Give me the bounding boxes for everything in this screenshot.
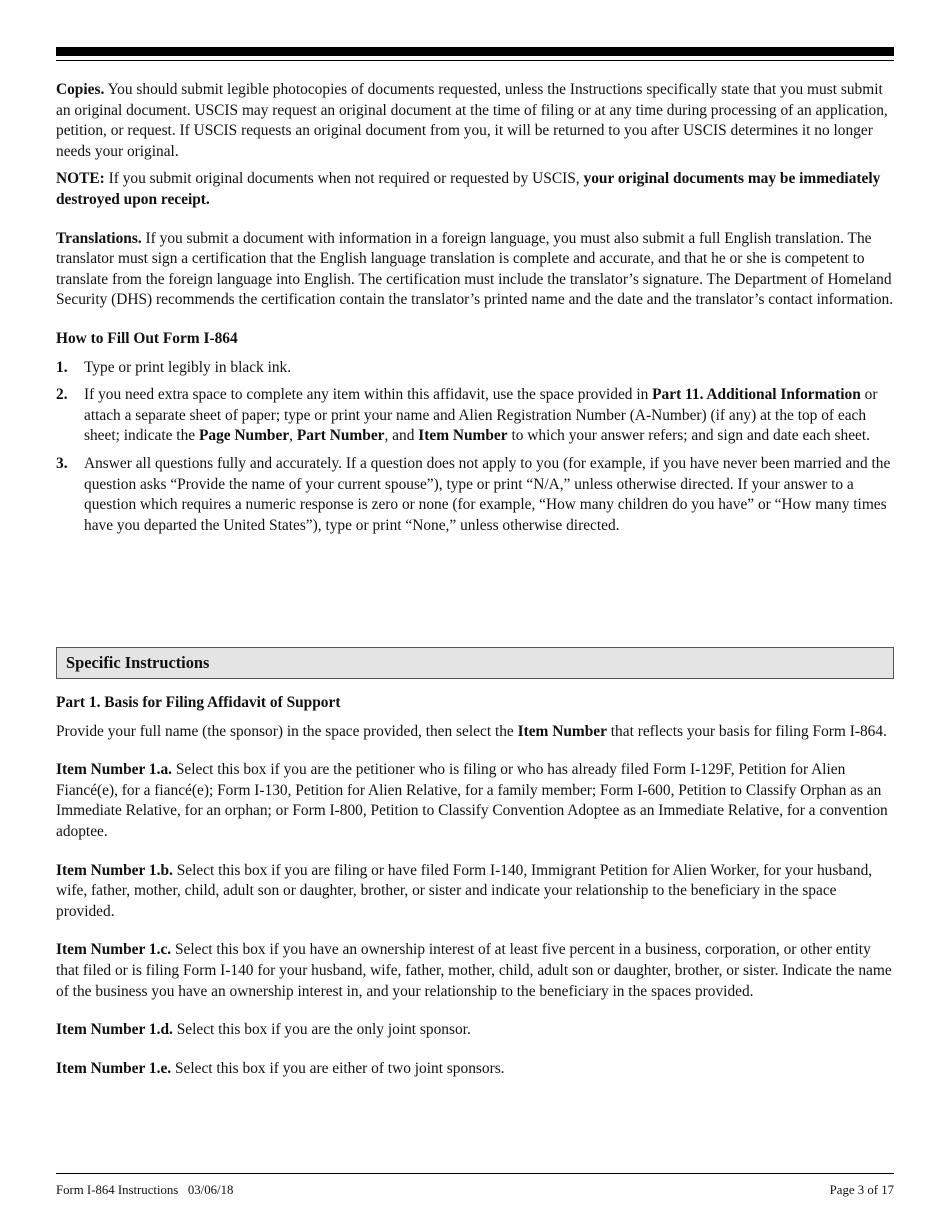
item-text: Select this box if you are the only joint sponsor.	[172, 1021, 471, 1039]
part1-heading: Part 1. Basis for Filing Affidavit of Support	[56, 694, 341, 711]
list-item	[56, 454, 894, 536]
list-item-text: Type or print legibly in black ink.	[84, 358, 292, 376]
item-text: Select this box if you are either of two joint sponsors.	[171, 1059, 505, 1077]
item-number-term: Item Number	[418, 427, 508, 445]
section-title: Specific Instructions	[66, 653, 210, 672]
list-item-text: , and	[384, 427, 419, 445]
list-item-number: 3.	[56, 454, 68, 472]
header-thin-rule	[56, 60, 894, 61]
list-item-text: ,	[289, 427, 297, 445]
translations-title: Translations.	[56, 229, 142, 247]
part-11-reference: Part 11. Additional Information	[652, 386, 861, 404]
item-label: Item Number 1.a.	[56, 761, 172, 779]
item-label: Item Number 1.d.	[56, 1021, 173, 1039]
item-text: Select this box if you are filing or have filed Form I-140, Immigrant Petition for Alien Worker, for your husband, wife, father, mother, child, adult son or daughter, brother, or sister and indicate your relationship to the beneficiary in the space provided.	[56, 861, 873, 920]
how-to-heading: How to Fill Out Form I-864	[56, 329, 238, 347]
note-paragraph	[56, 169, 894, 210]
specific-instructions-banner	[56, 647, 894, 679]
list-item-text: to which your answer refers; and sign and date each sheet.	[507, 427, 870, 445]
item-text: Select this box if you are the petitioner who is filing or who has already filed Form I-129F, Petition for Alien Fiancé(e), for a fiancé(e); Form I-130, Petition for Alien Relative, for a family member; Form I-600, Petition to Classify Orphan as an Immediate Relative, for an orphan; or Form I-800, Petition to Classify Convention Adoptee as an Immediate Relative, for a convention adoptee.	[56, 761, 888, 840]
page-number-term: Page Number	[198, 427, 290, 445]
part-number-term: Part Number	[296, 427, 385, 445]
part1-intro	[56, 722, 894, 743]
note-text: If you submit original documents when not required or requested by USCIS,	[104, 170, 584, 188]
item-number-term: Item Number	[517, 722, 607, 740]
item-label: Item Number 1.e.	[56, 1059, 172, 1077]
item-text: Select this box if you have an ownership interest of at least five percent in a business, corporation, or other entity that filed or is filing Form I-140 for your husband, wife, father, mother, child, adult son or daughter, brother, or sister. Indicate the name of the business you have an ownership interest in, and your relationship to the beneficiary in the spaces provided.	[56, 941, 892, 1000]
footer-page-number: Page 3 of 17	[829, 1183, 894, 1197]
footer-form-id: Form I-864 Instructions 03/06/18	[56, 1183, 234, 1197]
how-to-list	[56, 358, 894, 537]
list-item-number: 2.	[56, 386, 68, 404]
copies-paragraph	[56, 80, 894, 162]
item-label: Item Number 1.c.	[56, 941, 172, 959]
copies-text: You should submit legible photocopies of documents requested, unless the Instructions specifically state that you must submit an original document. USCIS may request an original document at the time of filing or at any time during processing of an application, petition, or request. If USCIS requests an original document from you, it will be returned to you after USCIS determines it no longer needs your original.	[56, 81, 888, 160]
item-1c-paragraph	[56, 940, 894, 1002]
item-1a-paragraph	[56, 760, 894, 842]
note-bold-text: your original documents may be immediately destroyed upon receipt.	[56, 170, 881, 208]
general-instructions	[56, 80, 894, 543]
copies-title: Copies.	[56, 81, 105, 98]
item-label: Item Number 1.b.	[56, 861, 173, 879]
list-item-text: or attach a separate sheet of paper; type or print your name and Alien Registration Number (A-Number) (if any) at the top of each sheet; indicate the	[84, 386, 878, 445]
item-1e-paragraph	[56, 1059, 894, 1080]
footer-rule	[56, 1173, 894, 1174]
note-label: NOTE:	[56, 170, 105, 188]
header-thick-rule	[56, 47, 894, 56]
translations-paragraph	[56, 229, 894, 311]
list-item	[56, 358, 894, 379]
list-item	[56, 385, 894, 447]
list-item-text: If you need extra space to complete any item within this affidavit, use the space provided in	[84, 386, 653, 404]
intro-text: that reflects your basis for filing Form I-864.	[606, 722, 887, 740]
intro-text: Provide your full name (the sponsor) in the space provided, then select the	[56, 722, 518, 740]
list-item-text: Answer all questions fully and accurately. If a question does not apply to you (for example, if you have never been married and the question asks “Provide the name of your current spouse”), type or print “N/A,” unless otherwise directed. If your answer to a question which requires a numeric response is zero or none (for example, “How many children do you have” or “How many times have you departed the United States”), type or print “None,” unless otherwise directed.	[84, 454, 891, 534]
translations-text: If you submit a document with information in a foreign language, you must also submit a full English translation. The translator must sign a certification that the English language translation is complete and accurate, and that he or she is competent to translate from the foreign language into English. The certification must include the translator’s signature. The Department of Homeland Security (DHS) recommends the certification contain the translator’s printed name and the date and the translator’s contact information.	[56, 229, 894, 309]
specific-instructions-content	[56, 693, 894, 1097]
item-1d-paragraph	[56, 1020, 894, 1041]
item-1b-paragraph	[56, 861, 894, 923]
list-item-number: 1.	[56, 358, 68, 376]
